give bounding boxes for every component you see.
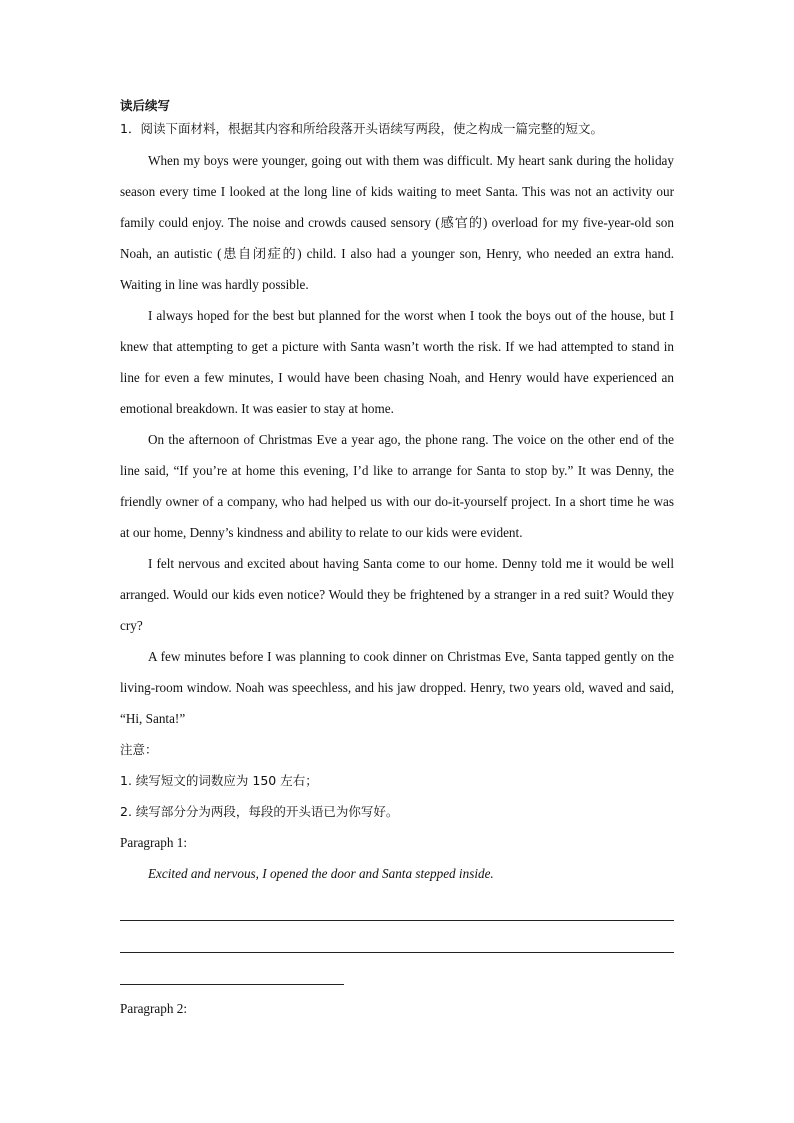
- paragraph1-label: Paragraph 1:: [120, 835, 188, 850]
- note-item-2: 2. 续写部分分为两段，每段的开头语已为你写好。: [120, 804, 399, 819]
- passage-paragraph-5: A few minutes before I was planning to cook dinner on Christmas Eve, Santa tapped gently on the living-room window. Noah was speechless, and his jaw dropped. Henry, two years old, waved and said, “Hi, Santa!”: [120, 649, 674, 726]
- writing-line-1[interactable]: [120, 889, 674, 921]
- passage-paragraph-2: I always hoped for the best but planned for the worst when I took the boys out of the house, but I knew that attempting to get a picture with Santa wasn’t worth the risk. If we had attempted to stand in line for even a few minutes, I would have been chasing Noah, and Henry would have experienced an emotional breakdown. It was easier to stay at home.: [120, 308, 674, 416]
- note-item-1: 1. 续写短文的词数应为 150 左右；: [120, 773, 318, 788]
- passage-paragraph-3: On the afternoon of Christmas Eve a year ago, the phone rang. The voice on the other end of the line said, “If you’re at home this evening, I’d like to arrange for Santa to stop by.” It was Denny, the friendly owner of a company, who had helped us with our do-it-yourself project. In a short time he was at our home, Denny’s kindness and ability to relate to our kids were evident.: [120, 432, 674, 540]
- writing-line-3[interactable]: [120, 953, 344, 985]
- document-content: [120, 96, 674, 1024]
- section-heading: 读后续写: [120, 98, 171, 113]
- paragraph2-label: Paragraph 2:: [120, 1001, 188, 1016]
- notes-title: 注意：: [120, 742, 158, 757]
- passage-paragraph-1: When my boys were younger, going out with them was difficult. My heart sank during the holiday season every time I looked at the long line of kids waiting to meet Santa. This was not an activity our family could enjoy. The noise and crowds caused sensory (感官的) overload for my five-year-old son Noah, an autistic (患自闭症的) child. I also had a younger son, Henry, who needed an extra hand. Waiting in line was hardly possible.: [120, 153, 674, 292]
- writing-line-2[interactable]: [120, 921, 674, 953]
- passage-paragraph-4: I felt nervous and excited about having Santa come to our home. Denny told me it would be well arranged. Would our kids even notice? Would they be frightened by a stranger in a red suit? Would they cry?: [120, 556, 674, 633]
- paragraph1-starter: Excited and nervous, I opened the door and Santa stepped inside.: [148, 866, 494, 881]
- question-instruction: 1．阅读下面材料，根据其内容和所给段落开头语续写两段，使之构成一篇完整的短文。: [120, 121, 603, 136]
